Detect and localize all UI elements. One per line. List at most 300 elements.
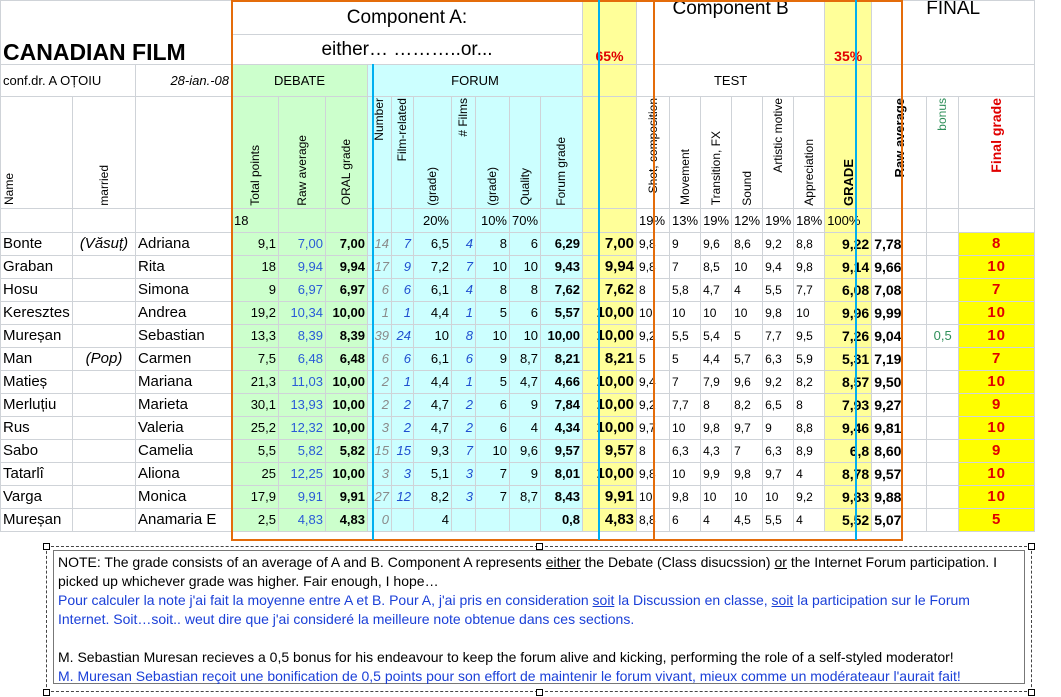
component-b-grade-cell[interactable] [825,509,872,532]
raw-average-cell[interactable] [279,325,326,348]
component-a-grade-cell[interactable] [583,325,637,348]
bonus-cell[interactable] [927,325,959,348]
student-surname-cell[interactable] [1,233,73,256]
resize-handle-tm[interactable] [536,543,543,550]
raw-average-cell[interactable] [279,256,326,279]
component-b-grade-cell[interactable] [825,348,872,371]
test-sound-cell[interactable] [732,371,763,394]
test-movement-cell[interactable] [670,486,701,509]
film-grade-cell[interactable] [414,417,452,440]
test-shot-cell[interactable] [637,348,670,371]
component-a-grade-cell[interactable] [583,256,637,279]
test-sound-cell[interactable] [732,348,763,371]
oral-grade-cell[interactable] [326,302,368,325]
forum-number-cell[interactable] [368,486,392,509]
films-count-cell[interactable] [452,279,476,302]
student-married-cell[interactable] [73,348,136,371]
component-b-grade-cell[interactable] [825,233,872,256]
test-shot-cell[interactable] [637,279,670,302]
raw-average-final-cell[interactable] [872,463,927,486]
films-grade-cell[interactable] [476,371,510,394]
test-transition-cell[interactable] [701,440,732,463]
raw-average-cell[interactable] [279,509,326,532]
final-grade-cell[interactable] [959,279,1035,302]
student-surname-cell[interactable] [1,440,73,463]
total-points-cell[interactable] [232,486,279,509]
test-sound-cell[interactable] [732,394,763,417]
films-count-cell[interactable] [452,371,476,394]
film-grade-cell[interactable] [414,325,452,348]
component-a-grade-cell[interactable] [583,394,637,417]
component-b-grade-cell[interactable] [825,371,872,394]
oral-grade-cell[interactable] [326,325,368,348]
test-shot-cell[interactable] [637,463,670,486]
test-sound-cell[interactable] [732,440,763,463]
film-related-cell[interactable] [392,256,414,279]
oral-grade-cell[interactable] [326,509,368,532]
film-grade-cell[interactable] [414,486,452,509]
films-grade-cell[interactable] [476,256,510,279]
test-transition-cell[interactable] [701,417,732,440]
bonus-cell[interactable] [927,440,959,463]
test-artistic-cell[interactable] [763,279,794,302]
film-grade-cell[interactable] [414,509,452,532]
test-transition-cell[interactable] [701,233,732,256]
total-points-cell[interactable] [232,256,279,279]
component-b-grade-cell[interactable] [825,256,872,279]
test-movement-cell[interactable] [670,325,701,348]
film-grade-cell[interactable] [414,463,452,486]
films-grade-cell[interactable] [476,509,510,532]
oral-grade-cell[interactable] [326,233,368,256]
student-surname-cell[interactable] [1,325,73,348]
films-count-cell[interactable] [452,394,476,417]
component-a-grade-cell[interactable] [583,509,637,532]
film-grade-cell[interactable] [414,302,452,325]
test-appreciation-cell[interactable] [794,371,825,394]
test-appreciation-cell[interactable] [794,486,825,509]
test-sound-cell[interactable] [732,509,763,532]
forum-number-cell[interactable] [368,509,392,532]
component-b-grade-cell[interactable] [825,394,872,417]
raw-average-cell[interactable] [279,486,326,509]
films-count-cell[interactable] [452,486,476,509]
total-points-cell[interactable] [232,302,279,325]
test-transition-cell[interactable] [701,463,732,486]
test-movement-cell[interactable] [670,509,701,532]
component-a-grade-cell[interactable] [583,348,637,371]
forum-grade-cell[interactable] [541,371,583,394]
student-married-cell[interactable] [73,394,136,417]
film-related-cell[interactable] [392,394,414,417]
raw-average-final-cell[interactable] [872,256,927,279]
final-grade-cell[interactable] [959,440,1035,463]
oral-grade-cell[interactable] [326,371,368,394]
final-grade-cell[interactable] [959,463,1035,486]
films-grade-cell[interactable] [476,394,510,417]
quality-cell[interactable] [510,417,541,440]
student-married-cell[interactable] [73,256,136,279]
raw-average-final-cell[interactable] [872,394,927,417]
test-appreciation-cell[interactable] [794,279,825,302]
films-grade-cell[interactable] [476,302,510,325]
quality-cell[interactable] [510,371,541,394]
test-artistic-cell[interactable] [763,417,794,440]
component-b-grade-cell[interactable] [825,325,872,348]
forum-number-cell[interactable] [368,233,392,256]
raw-average-cell[interactable] [279,371,326,394]
test-sound-cell[interactable] [732,325,763,348]
forum-number-cell[interactable] [368,348,392,371]
total-points-cell[interactable] [232,348,279,371]
note-box[interactable] [46,546,1032,692]
bonus-cell[interactable] [927,256,959,279]
raw-average-cell[interactable] [279,348,326,371]
component-a-grade-cell[interactable] [583,417,637,440]
films-grade-cell[interactable] [476,279,510,302]
bonus-cell[interactable] [927,233,959,256]
final-grade-cell[interactable] [959,417,1035,440]
student-surname-cell[interactable] [1,394,73,417]
films-grade-cell[interactable] [476,417,510,440]
film-related-cell[interactable] [392,463,414,486]
test-shot-cell[interactable] [637,371,670,394]
final-grade-cell[interactable] [959,325,1035,348]
final-grade-cell[interactable] [959,371,1035,394]
films-count-cell[interactable] [452,417,476,440]
final-grade-cell[interactable] [959,348,1035,371]
film-grade-cell[interactable] [414,233,452,256]
bonus-cell[interactable] [927,509,959,532]
test-shot-cell[interactable] [637,256,670,279]
student-first-name-cell[interactable] [136,440,232,463]
total-points-cell[interactable] [232,394,279,417]
component-a-grade-cell[interactable] [583,302,637,325]
forum-grade-cell[interactable] [541,302,583,325]
component-a-grade-cell[interactable] [583,279,637,302]
resize-handle-bm[interactable] [536,689,543,696]
oral-grade-cell[interactable] [326,417,368,440]
test-artistic-cell[interactable] [763,394,794,417]
forum-grade-cell[interactable] [541,440,583,463]
forum-number-cell[interactable] [368,394,392,417]
raw-average-cell[interactable] [279,440,326,463]
component-b-grade-cell[interactable] [825,302,872,325]
student-first-name-cell[interactable] [136,417,232,440]
student-surname-cell[interactable] [1,256,73,279]
total-points-cell[interactable] [232,440,279,463]
test-appreciation-cell[interactable] [794,348,825,371]
test-transition-cell[interactable] [701,394,732,417]
forum-grade-cell[interactable] [541,417,583,440]
student-surname-cell[interactable] [1,371,73,394]
component-a-grade-cell[interactable] [583,486,637,509]
test-shot-cell[interactable] [637,302,670,325]
oral-grade-cell[interactable] [326,394,368,417]
oral-grade-cell[interactable] [326,256,368,279]
test-sound-cell[interactable] [732,417,763,440]
film-grade-cell[interactable] [414,440,452,463]
total-points-cell[interactable] [232,279,279,302]
forum-number-cell[interactable] [368,325,392,348]
student-married-cell[interactable] [73,486,136,509]
total-points-cell[interactable] [232,417,279,440]
component-b-grade-cell[interactable] [825,486,872,509]
component-a-grade-cell[interactable] [583,463,637,486]
student-married-cell[interactable] [73,440,136,463]
raw-average-final-cell[interactable] [872,233,927,256]
test-sound-cell[interactable] [732,256,763,279]
quality-cell[interactable] [510,486,541,509]
test-sound-cell[interactable] [732,233,763,256]
test-movement-cell[interactable] [670,256,701,279]
test-artistic-cell[interactable] [763,325,794,348]
films-count-cell[interactable] [452,325,476,348]
student-first-name-cell[interactable] [136,325,232,348]
test-movement-cell[interactable] [670,394,701,417]
component-b-grade-cell[interactable] [825,417,872,440]
test-transition-cell[interactable] [701,325,732,348]
test-movement-cell[interactable] [670,302,701,325]
quality-cell[interactable] [510,233,541,256]
test-sound-cell[interactable] [732,486,763,509]
test-movement-cell[interactable] [670,279,701,302]
test-shot-cell[interactable] [637,417,670,440]
forum-number-cell[interactable] [368,371,392,394]
films-count-cell[interactable] [452,509,476,532]
oral-grade-cell[interactable] [326,463,368,486]
student-first-name-cell[interactable] [136,394,232,417]
test-appreciation-cell[interactable] [794,233,825,256]
films-grade-cell[interactable] [476,348,510,371]
quality-cell[interactable] [510,509,541,532]
student-married-cell[interactable] [73,371,136,394]
forum-grade-cell[interactable] [541,325,583,348]
films-grade-cell[interactable] [476,463,510,486]
test-transition-cell[interactable] [701,302,732,325]
bonus-cell[interactable] [927,348,959,371]
test-transition-cell[interactable] [701,509,732,532]
films-grade-cell[interactable] [476,233,510,256]
raw-average-final-cell[interactable] [872,417,927,440]
raw-average-cell[interactable] [279,302,326,325]
test-shot-cell[interactable] [637,509,670,532]
test-movement-cell[interactable] [670,348,701,371]
test-movement-cell[interactable] [670,233,701,256]
test-appreciation-cell[interactable] [794,509,825,532]
films-grade-cell[interactable] [476,325,510,348]
forum-number-cell[interactable] [368,256,392,279]
student-surname-cell[interactable] [1,279,73,302]
test-artistic-cell[interactable] [763,371,794,394]
test-artistic-cell[interactable] [763,302,794,325]
quality-cell[interactable] [510,440,541,463]
raw-average-cell[interactable] [279,233,326,256]
raw-average-cell[interactable] [279,417,326,440]
resize-handle-br[interactable] [1028,689,1035,696]
bonus-cell[interactable] [927,486,959,509]
raw-average-cell[interactable] [279,279,326,302]
test-shot-cell[interactable] [637,440,670,463]
test-appreciation-cell[interactable] [794,463,825,486]
total-points-cell[interactable] [232,463,279,486]
student-surname-cell[interactable] [1,348,73,371]
forum-grade-cell[interactable] [541,348,583,371]
student-first-name-cell[interactable] [136,302,232,325]
film-grade-cell[interactable] [414,256,452,279]
raw-average-final-cell[interactable] [872,325,927,348]
test-shot-cell[interactable] [637,486,670,509]
forum-grade-cell[interactable] [541,279,583,302]
quality-cell[interactable] [510,256,541,279]
student-married-cell[interactable] [73,509,136,532]
test-artistic-cell[interactable] [763,256,794,279]
total-points-cell[interactable] [232,509,279,532]
test-appreciation-cell[interactable] [794,394,825,417]
student-first-name-cell[interactable] [136,486,232,509]
test-appreciation-cell[interactable] [794,440,825,463]
test-movement-cell[interactable] [670,463,701,486]
test-artistic-cell[interactable] [763,348,794,371]
final-grade-cell[interactable] [959,302,1035,325]
student-surname-cell[interactable] [1,509,73,532]
films-count-cell[interactable] [452,256,476,279]
test-sound-cell[interactable] [732,463,763,486]
quality-cell[interactable] [510,325,541,348]
bonus-cell[interactable] [927,279,959,302]
resize-handle-tl[interactable] [43,543,50,550]
film-related-cell[interactable] [392,348,414,371]
student-surname-cell[interactable] [1,486,73,509]
test-transition-cell[interactable] [701,486,732,509]
final-grade-cell[interactable] [959,486,1035,509]
quality-cell[interactable] [510,279,541,302]
student-first-name-cell[interactable] [136,348,232,371]
film-related-cell[interactable] [392,279,414,302]
component-b-grade-cell[interactable] [825,279,872,302]
test-artistic-cell[interactable] [763,509,794,532]
film-related-cell[interactable] [392,371,414,394]
films-count-cell[interactable] [452,348,476,371]
test-movement-cell[interactable] [670,417,701,440]
student-first-name-cell[interactable] [136,463,232,486]
forum-grade-cell[interactable] [541,233,583,256]
resize-handle-bl[interactable] [43,689,50,696]
raw-average-final-cell[interactable] [872,440,927,463]
film-related-cell[interactable] [392,440,414,463]
total-points-cell[interactable] [232,371,279,394]
forum-grade-cell[interactable] [541,509,583,532]
test-transition-cell[interactable] [701,279,732,302]
forum-grade-cell[interactable] [541,486,583,509]
component-a-grade-cell[interactable] [583,440,637,463]
raw-average-final-cell[interactable] [872,279,927,302]
bonus-cell[interactable] [927,417,959,440]
student-married-cell[interactable] [73,417,136,440]
test-appreciation-cell[interactable] [794,417,825,440]
quality-cell[interactable] [510,394,541,417]
forum-number-cell[interactable] [368,440,392,463]
student-surname-cell[interactable] [1,463,73,486]
test-artistic-cell[interactable] [763,463,794,486]
films-grade-cell[interactable] [476,440,510,463]
bonus-cell[interactable] [927,302,959,325]
oral-grade-cell[interactable] [326,486,368,509]
raw-average-final-cell[interactable] [872,509,927,532]
film-grade-cell[interactable] [414,371,452,394]
raw-average-cell[interactable] [279,394,326,417]
film-related-cell[interactable] [392,302,414,325]
test-shot-cell[interactable] [637,394,670,417]
component-b-grade-cell[interactable] [825,440,872,463]
test-transition-cell[interactable] [701,371,732,394]
film-grade-cell[interactable] [414,279,452,302]
test-shot-cell[interactable] [637,233,670,256]
film-related-cell[interactable] [392,417,414,440]
bonus-cell[interactable] [927,371,959,394]
forum-grade-cell[interactable] [541,463,583,486]
quality-cell[interactable] [510,463,541,486]
student-first-name-cell[interactable] [136,233,232,256]
films-count-cell[interactable] [452,233,476,256]
test-appreciation-cell[interactable] [794,256,825,279]
component-a-grade-cell[interactable] [583,233,637,256]
raw-average-final-cell[interactable] [872,302,927,325]
test-movement-cell[interactable] [670,440,701,463]
final-grade-cell[interactable] [959,233,1035,256]
forum-grade-cell[interactable] [541,256,583,279]
quality-cell[interactable] [510,348,541,371]
films-grade-cell[interactable] [476,486,510,509]
total-points-cell[interactable] [232,325,279,348]
film-grade-cell[interactable] [414,394,452,417]
forum-grade-cell[interactable] [541,394,583,417]
quality-cell[interactable] [510,302,541,325]
test-artistic-cell[interactable] [763,440,794,463]
films-count-cell[interactable] [452,463,476,486]
forum-number-cell[interactable] [368,463,392,486]
test-artistic-cell[interactable] [763,233,794,256]
films-count-cell[interactable] [452,440,476,463]
component-a-grade-cell[interactable] [583,371,637,394]
raw-average-final-cell[interactable] [872,348,927,371]
film-related-cell[interactable] [392,233,414,256]
film-related-cell[interactable] [392,325,414,348]
total-points-cell[interactable] [232,233,279,256]
test-artistic-cell[interactable] [763,486,794,509]
films-count-cell[interactable] [452,302,476,325]
final-grade-cell[interactable] [959,256,1035,279]
forum-number-cell[interactable] [368,302,392,325]
student-married-cell[interactable] [73,463,136,486]
test-sound-cell[interactable] [732,279,763,302]
student-married-cell[interactable] [73,233,136,256]
test-appreciation-cell[interactable] [794,325,825,348]
test-transition-cell[interactable] [701,256,732,279]
resize-handle-tr[interactable] [1028,543,1035,550]
final-grade-cell[interactable] [959,509,1035,532]
student-married-cell[interactable] [73,325,136,348]
test-movement-cell[interactable] [670,371,701,394]
test-appreciation-cell[interactable] [794,302,825,325]
student-married-cell[interactable] [73,279,136,302]
oral-grade-cell[interactable] [326,279,368,302]
raw-average-final-cell[interactable] [872,486,927,509]
raw-average-final-cell[interactable] [872,371,927,394]
student-first-name-cell[interactable] [136,371,232,394]
forum-number-cell[interactable] [368,417,392,440]
test-transition-cell[interactable] [701,348,732,371]
